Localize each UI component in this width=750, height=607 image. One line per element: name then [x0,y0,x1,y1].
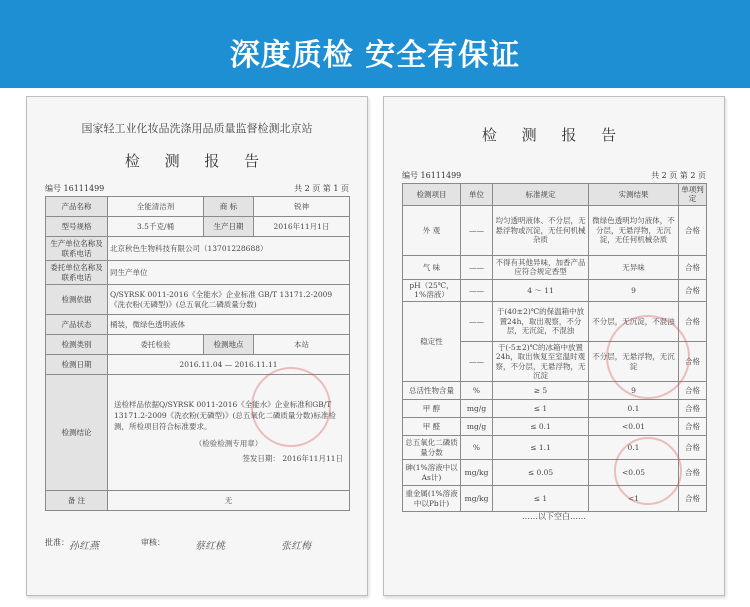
item-cell: 重金属(1%溶液中以Pb计) [403,486,461,512]
maker-value: 北京秋色生物科技有限公司（13701228688） [108,237,350,261]
product-name-value: 全能清洁剂 [108,197,204,217]
column-header: 实测结果 [589,184,679,206]
banner-title: 深度质检 安全有保证 [229,38,521,73]
verdict-cell: 合格 [679,255,707,279]
conclusion-label: 检测结论 [46,375,108,491]
table-row [46,315,350,335]
verdict-cell: 合格 [679,486,707,512]
result-cell: 9 [589,279,679,301]
review-signature: 蔡红桃 [195,541,225,552]
basis-value: Q/SYRSK 0011-2016《全能水》企业标准 GB/T 13171.2-2009《洗衣粉(无磷型)》(总五氧化二磷质量分数) [108,285,350,315]
unit-cell: —— [461,205,493,255]
institute-name: 国家轻工业化妆品洗涤用品质量监督检测北京站 [81,122,313,135]
stamp-caption: （检验检测专用章） [194,438,263,448]
table-row [46,491,350,511]
standard-cell: 于(-5±2)℃的冰箱中放置24h，取出恢复至室温时观察，不分层，无悬浮物，无沉淀 [493,341,589,382]
result-cell: <0.01 [589,418,679,436]
standard-cell: ≤ 1.1 [493,436,589,460]
report-number: 编号 16111499 [45,184,105,193]
result-cell: <1 [589,486,679,512]
result-cell: 无异味 [589,255,679,279]
state-label: 产品状态 [46,315,108,335]
standard-cell: ≤ 0.1 [493,418,589,436]
item-cell: 稳定性 [403,301,461,382]
table-row [46,261,350,285]
verdict-cell: 合格 [679,382,707,400]
official-seal-icon [614,437,682,505]
page-indicator: 共 2 页 第 2 页 [651,171,706,180]
item-cell: 气 味 [403,255,461,279]
result-cell: <0.05 [589,460,679,486]
result-cell: 微绿色透明均匀液体，不分层，无悬浮物，无沉淀，无任何机械杂质 [589,205,679,255]
table-row [46,237,350,261]
item-cell: 甲 醛 [403,418,461,436]
state-value: 桶装，微绿色透明液体 [108,315,350,335]
end-note: ……以下空白…… [522,512,586,521]
result-cell: 不分层，无沉淀，不混浊 [589,301,679,341]
basis-label: 检测依据 [46,285,108,315]
report-title: 检 测 报 告 [481,126,627,144]
unit-cell: % [461,382,493,400]
client-label: 委托单位名称及联系电话 [46,261,108,285]
unit-cell: mg/g [461,418,493,436]
unit-cell: —— [461,279,493,301]
report-number: 编号 16111499 [402,171,462,180]
approve-signature: 孙红燕 [69,541,99,552]
report-page-1 [26,96,368,596]
table-row [46,335,350,355]
model-value: 3.5千克/桶 [108,217,204,237]
unit-cell: —— [461,255,493,279]
item-cell: 总活性物含量 [403,382,461,400]
unit-cell: mg/kg [461,460,493,486]
issue-date: 签发日期： 2016年11月11日 [242,453,343,463]
remark-value: 无 [108,491,350,511]
unit-cell: —— [461,301,493,341]
unit-cell: % [461,436,493,460]
period-label: 检测日期 [46,355,108,375]
standard-cell: ≤ 1 [493,486,589,512]
official-seal-icon [606,315,690,399]
item-cell: 总五氧化二磷质量分数 [403,436,461,460]
standard-cell: ≤ 1 [493,400,589,418]
review-label: 审核： [141,538,165,547]
model-label: 型号规格 [46,217,108,237]
table-row [403,255,707,279]
standard-cell: 4 ～ 11 [493,279,589,301]
standard-cell: ≤ 0.05 [493,460,589,486]
verdict-cell: 合格 [679,400,707,418]
verdict-cell: 合格 [679,205,707,255]
verdict-cell: 合格 [679,418,707,436]
unit-cell: mg/g [461,400,493,418]
table-row [46,197,350,217]
verdict-cell: 合格 [679,301,707,341]
verdict-cell: 合格 [679,436,707,460]
table-header-row [403,184,707,206]
report-title: 检 测 报 告 [124,152,270,170]
column-header: 单项判定 [679,184,707,206]
verdict-cell: 合格 [679,460,707,486]
standard-cell: 于(40±2)℃的保温箱中放置24h，取出观察，不分层，无沉淀，不混浊 [493,301,589,341]
result-cell: 不分层，无悬浮物，无沉淀 [589,341,679,382]
result-cell: 9 [589,382,679,400]
client-value: 同生产单位 [108,261,350,285]
unit-cell: mg/kg [461,486,493,512]
item-cell: pH（25℃，1%溶液） [403,279,461,301]
standard-cell: 不得有其他异味，加香产品应符合规定香型 [493,255,589,279]
period-value: 2016.11.04 — 2016.11.11 [108,355,350,375]
conclusion-text: 送检样品依据Q/SYRSK 0011-2016《全能水》企业标准和GB/T 13171.2-2009《洗衣粉(无磷型)》(总五氧化二磷质量分数)标准检测，所检项目符合标准要求。 [114,400,336,432]
type-value: 委托检验 [108,335,204,355]
place-value: 本站 [254,335,350,355]
remark-label: 备 注 [46,491,108,511]
approve-label: 批准： [45,538,69,547]
place-label: 检测地点 [204,335,254,355]
verdict-cell: 合格 [679,279,707,301]
item-cell: 砷(1%溶液中以As计) [403,460,461,486]
table-row [46,285,350,315]
table-row [46,217,350,237]
table-row [403,279,707,301]
top-banner [0,0,750,88]
item-cell: 甲 醇 [403,400,461,418]
standard-cell: ≥ 5 [493,382,589,400]
production-date-value: 2016年11月1日 [254,217,350,237]
page-indicator: 共 2 页 第 1 页 [294,184,349,193]
production-date-label: 生产日期 [204,217,254,237]
verdict-cell: 合格 [679,341,707,382]
maker-label: 生产单位名称及联系电话 [46,237,108,261]
product-name-label: 产品名称 [46,197,108,217]
report-meta [45,183,349,194]
report-info-table [45,196,350,511]
trademark-value: 锐神 [254,197,350,217]
column-header: 标准规定 [493,184,589,206]
standard-cell: 均匀透明液体、不分层，无悬浮物或沉淀，无任何机械杂质 [493,205,589,255]
column-header: 单位 [461,184,493,206]
column-header: 检测项目 [403,184,461,206]
item-cell: 外 观 [403,205,461,255]
table-row [403,205,707,255]
table-row [403,418,707,436]
type-label: 检测类别 [46,335,108,355]
unit-cell: —— [461,341,493,382]
report-page-2 [383,96,725,596]
trademark-label: 商 标 [204,197,254,217]
official-seal-icon [251,367,331,447]
report-meta [402,170,706,181]
result-cell: 0.1 [589,436,679,460]
inspector-signature: 张红梅 [281,541,311,552]
result-cell: 0.1 [589,400,679,418]
table-row [403,400,707,418]
